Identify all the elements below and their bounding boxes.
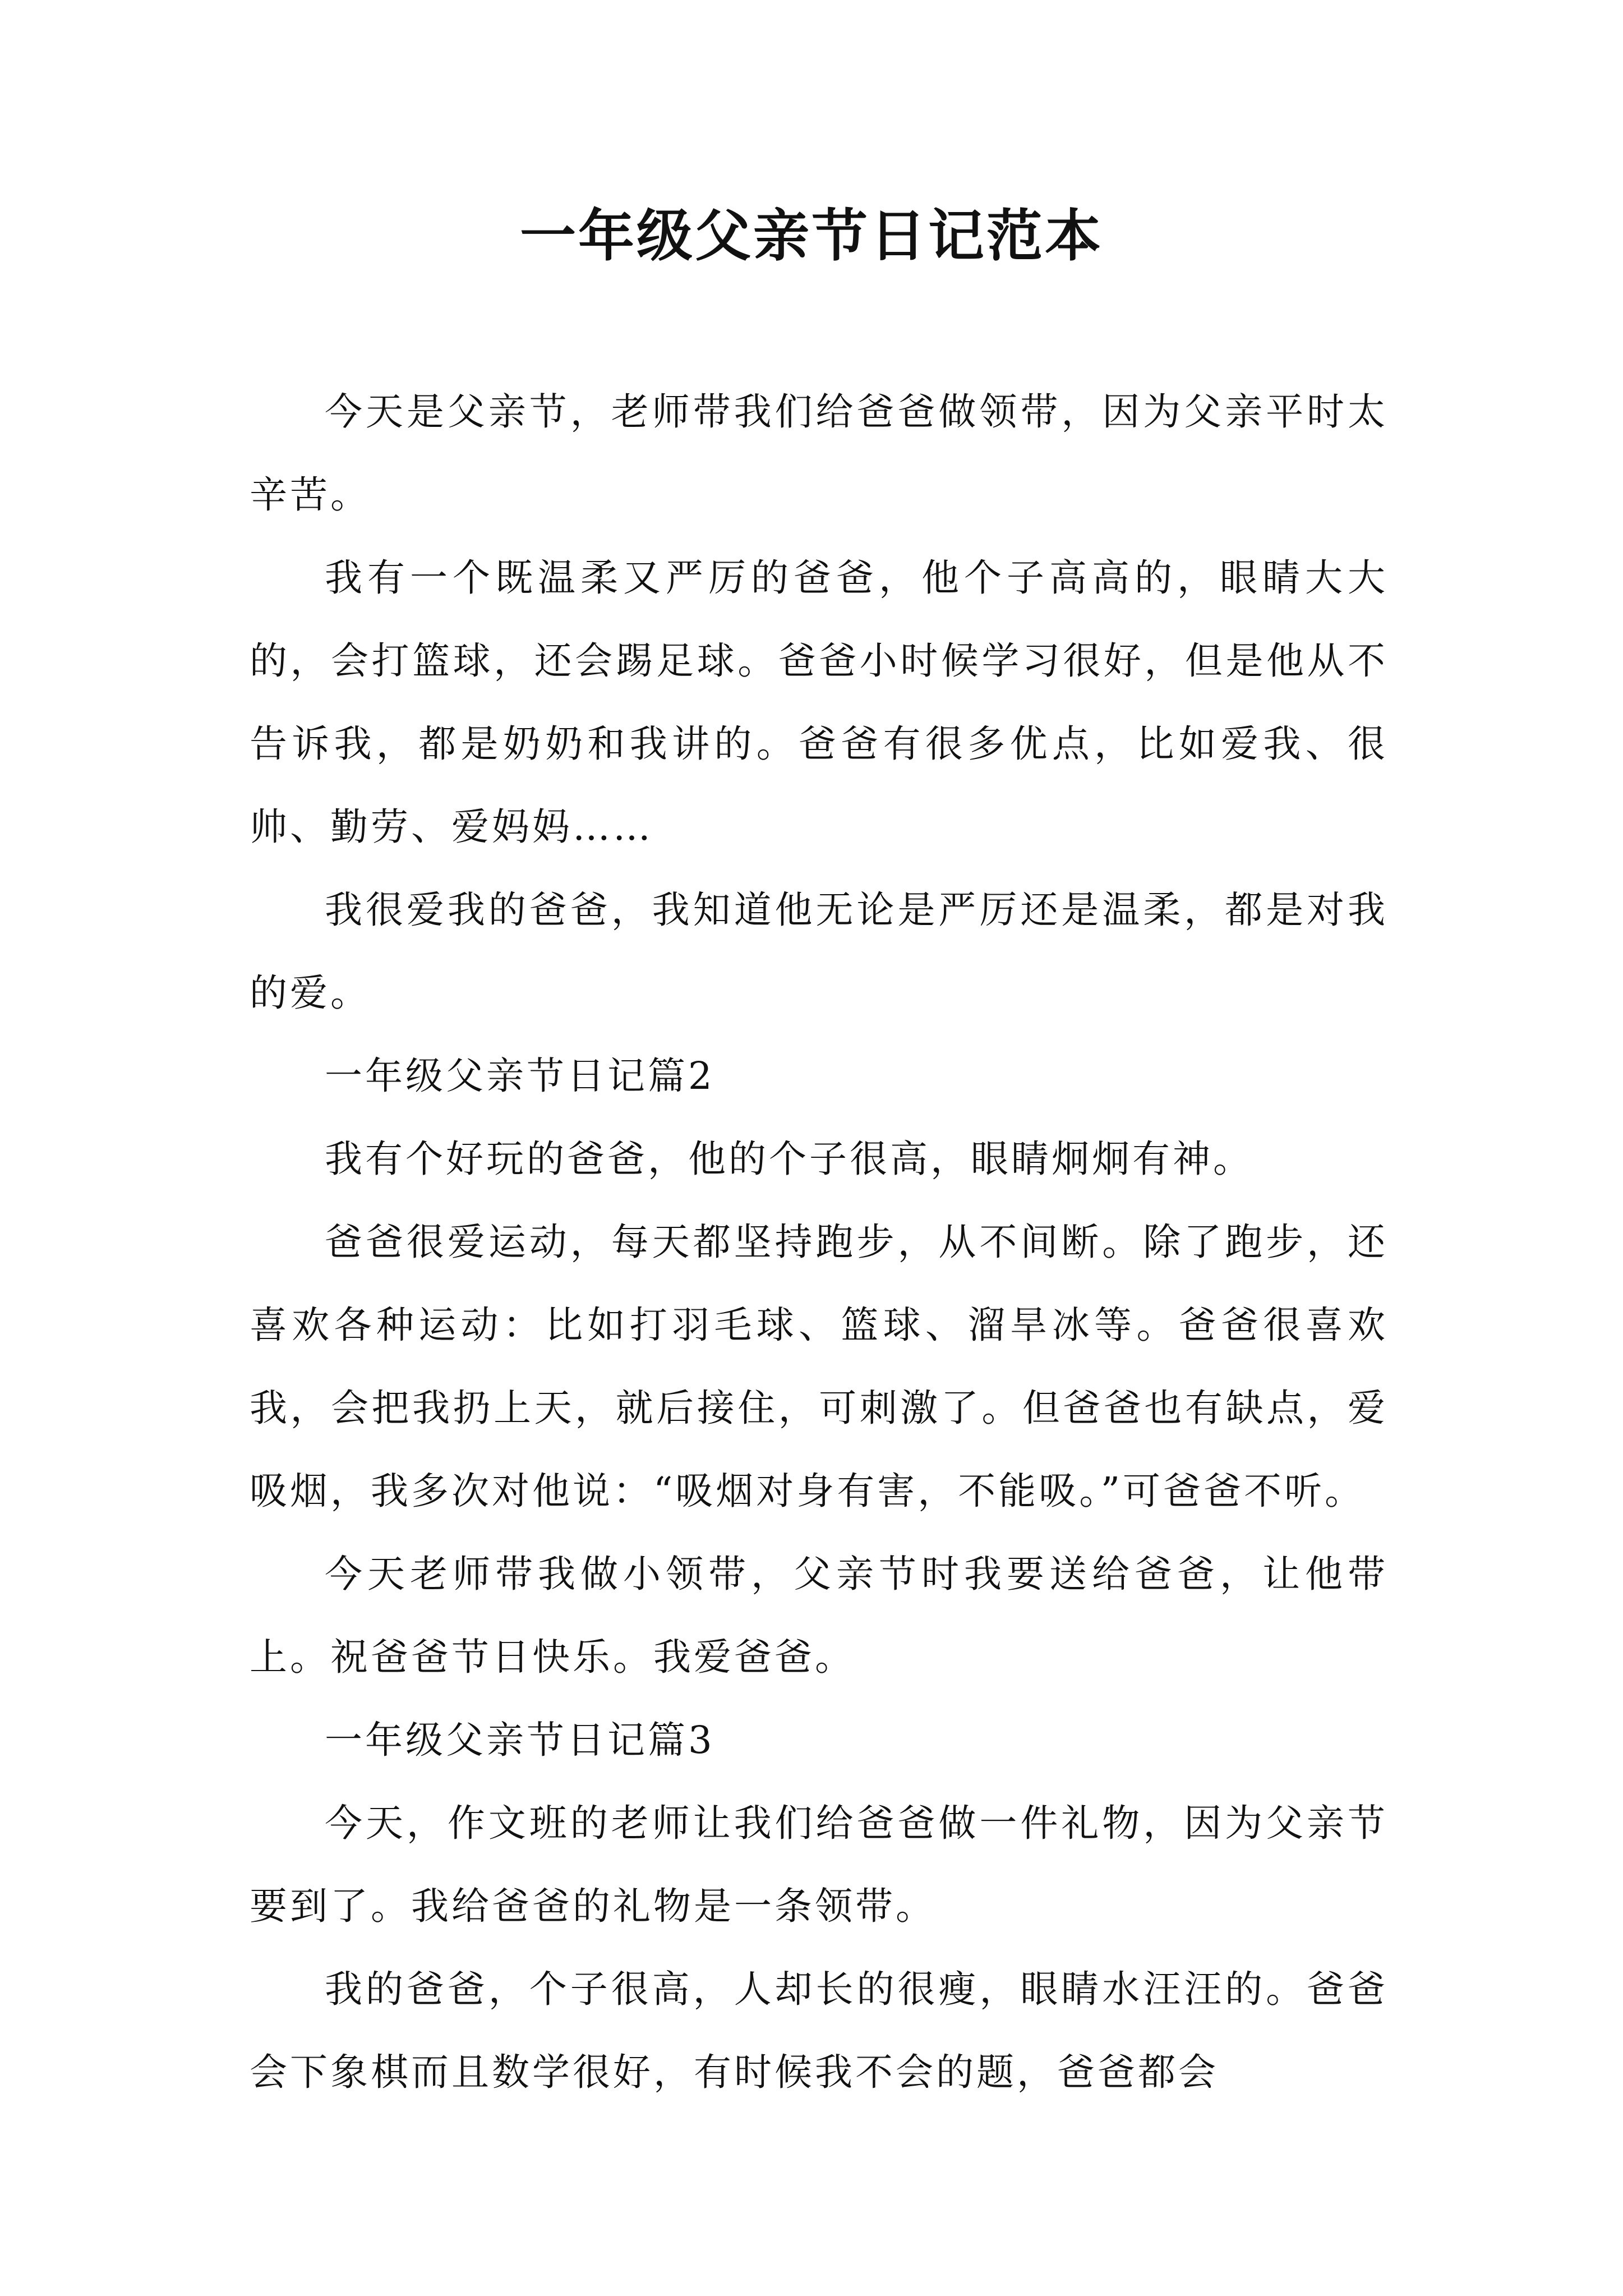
- paragraph: 今天是父亲节，老师带我们给爸爸做领带，因为父亲平时太辛苦。: [250, 390, 1388, 517]
- paragraph: 我有个好玩的爸爸，他的个子很高，眼睛炯炯有神。: [325, 1137, 1253, 1181]
- paragraph: 我很爱我的爸爸，我知道他无论是严厉还是温柔，都是对我的爱。: [250, 888, 1388, 1015]
- section-heading: 一年级父亲节日记篇3: [325, 1718, 715, 1762]
- document-body: [250, 370, 1388, 2114]
- document-title: 一年级父亲节日记范本: [520, 203, 1103, 269]
- paragraph: 今天老师带我做小领带，父亲节时我要送给爸爸，让他带上。祝爸爸节日快乐。我爱爸爸。: [250, 1552, 1388, 1679]
- paragraph: 今天，作文班的老师让我们给爸爸做一件礼物，因为父亲节要到了。我给爸爸的礼物是一条领带。: [250, 1801, 1388, 1928]
- paragraph: 爸爸很爱运动，每天都坚持跑步，从不间断。除了跑步，还喜欢各种运动：比如打羽毛球、篮球、溜旱冰等。爸爸很喜欢我，会把我扔上天，就后接住，可刺激了。但爸爸也有缺点，爱吸烟，我多次对他说：“吸烟对身有害，不能吸。”可爸爸不听。: [250, 1220, 1388, 1513]
- paragraph: 我的爸爸，个子很高，人却长的很瘦，眼睛水汪汪的。爸爸会下象棋而且数学很好，有时候我不会的题，爸爸都会: [250, 1967, 1388, 2094]
- paragraph: 我有一个既温柔又严厉的爸爸，他个子高高的，眼睛大大的，会打篮球，还会踢足球。爸爸小时候学习很好，但是他从不告诉我，都是奶奶和我讲的。爸爸有很多优点，比如爱我、很帅、勤劳、爱妈妈……: [250, 556, 1388, 849]
- section-heading: 一年级父亲节日记篇2: [325, 1054, 715, 1098]
